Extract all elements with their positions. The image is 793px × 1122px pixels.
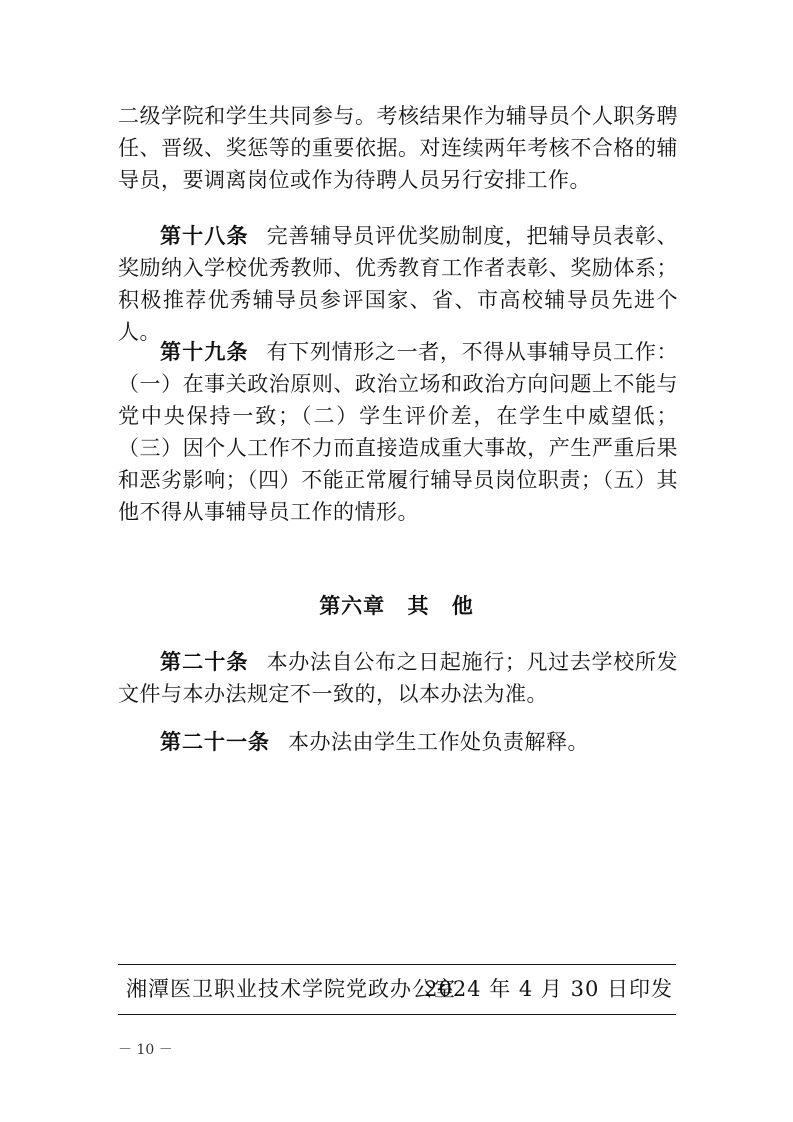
footer-date: 2024 年 4 月 30 日印发 xyxy=(424,977,673,1001)
footer-issuer: 湘潭医卫职业技术学院党政办公室 xyxy=(126,977,456,1001)
article-18-number: 第十八条 xyxy=(160,223,249,248)
article-20-number: 第二十条 xyxy=(160,649,249,674)
article-21 xyxy=(118,726,678,758)
article-20 xyxy=(118,646,678,710)
article-18 xyxy=(118,220,678,348)
chapter-heading: 第六章 其 他 xyxy=(319,594,474,618)
article-21-number: 第二十一条 xyxy=(160,729,270,754)
article-19-number: 第十九条 xyxy=(160,339,249,364)
footer-rule-bottom xyxy=(118,1014,676,1015)
article-20-text: 本办法自公布之日起施行；凡过去学校所发文件与本办法规定不一致的，以本办法为准。 xyxy=(118,650,679,706)
article-21-text: 本办法由学生工作处负责解释。 xyxy=(288,730,589,754)
page-number: － 10 － xyxy=(118,1042,173,1058)
paragraph-continuation: 二级学院和学生共同参与。考核结果作为辅导员个人职务聘任、晋级、奖惩等的重要依据。对连续两年考核不合格的辅导员，要调离岗位或作为待聘人员另行安排工作。 xyxy=(118,104,678,192)
article-19 xyxy=(118,336,678,528)
article-19-text: 有下列情形之一者，不得从事辅导员工作：（一）在事关政治原则、政治立场和政治方向问题上不能与党中央保持一致；（二）学生评价差，在学生中威望低；（三）因个人工作不力而直接造成重大事故，产生严重后果和恶劣影响；（四）不能正常履行辅导员岗位职责；（五）其他不得从事辅导员工作的情形。 xyxy=(118,340,679,524)
article-18-text: 完善辅导员评优奖励制度，把辅导员表彰、奖励纳入学校优秀教师、优秀教育工作者表彰、奖励体系；积极推荐优秀辅导员参评国家、省、市高校辅导员先进个人。 xyxy=(118,224,679,344)
footer-rule-top xyxy=(118,964,676,965)
